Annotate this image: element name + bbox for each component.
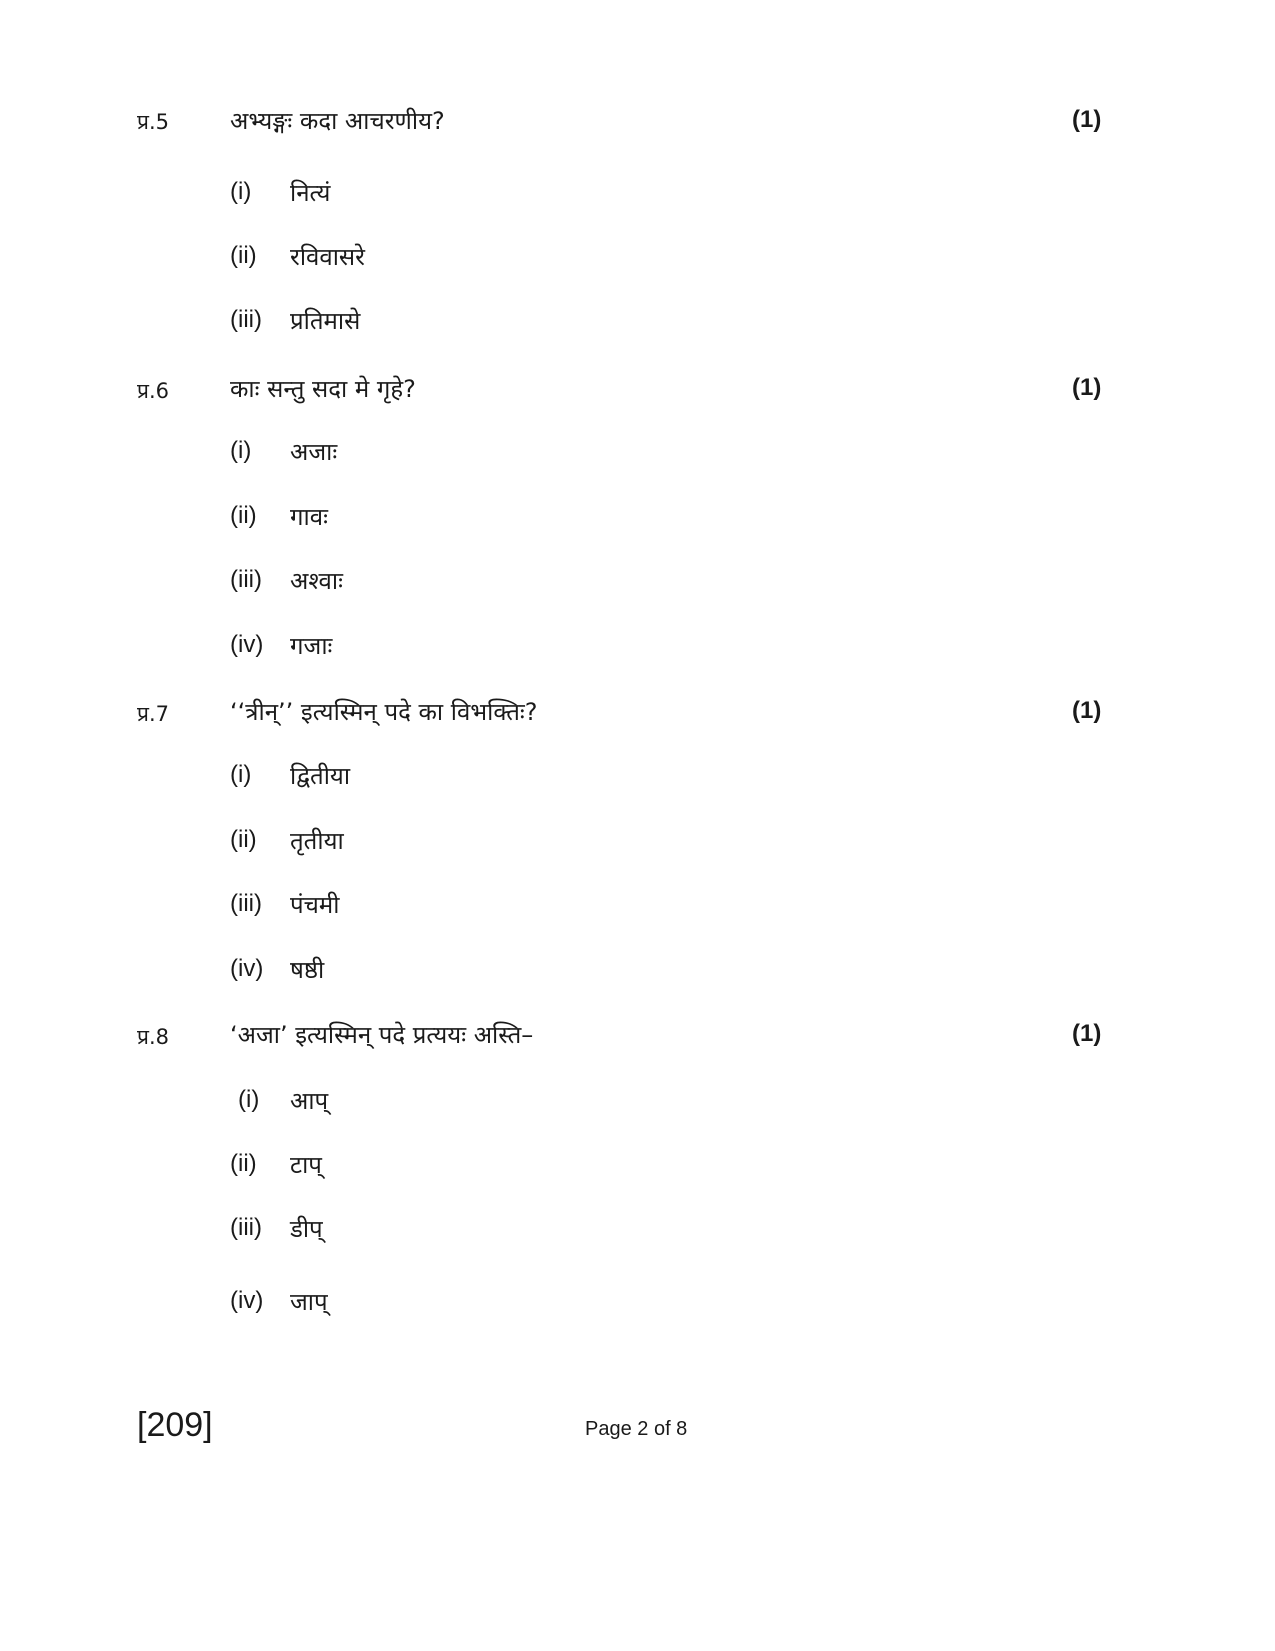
option-label: (i): [230, 178, 252, 205]
option-label: (iv): [230, 955, 264, 982]
question-marks: (1): [1072, 106, 1102, 133]
question-marks: (1): [1072, 697, 1102, 724]
option-text: टाप्: [290, 1151, 322, 1179]
question-text: ‘‘त्रीन्’’ इत्यस्मिन् पदे का विभक्तिः?: [230, 698, 538, 726]
option-label: (iv): [230, 1287, 264, 1314]
option-label: (i): [230, 437, 252, 464]
question-text: काः सन्तु सदा मे गृहे?: [230, 375, 416, 403]
option-label: (iii): [230, 890, 262, 917]
option-text: नित्यं: [290, 179, 331, 207]
option-label: (ii): [230, 502, 257, 529]
option-text: तृतीया: [290, 827, 344, 855]
option-text: रविवासरे: [290, 243, 365, 271]
question-number: प्र.8: [137, 1025, 169, 1049]
option-label: (ii): [230, 826, 257, 853]
option-text: प्रतिमासे: [290, 307, 361, 335]
option-text: अजाः: [290, 438, 338, 466]
question-marks: (1): [1072, 374, 1102, 401]
question-number: प्र.7: [137, 702, 169, 726]
option-label: (iii): [230, 566, 262, 593]
question-text: अभ्यङ्गः कदा आचरणीय?: [230, 107, 445, 135]
question-number: प्र.6: [137, 379, 169, 403]
page-number: Page 2 of 8: [585, 1418, 688, 1440]
option-text: षष्ठी: [290, 956, 325, 984]
option-label: (iv): [230, 631, 264, 658]
option-text: गावः: [290, 503, 328, 531]
option-text: डीप्: [290, 1215, 323, 1243]
option-label: (iii): [230, 1214, 262, 1241]
option-label: (ii): [230, 242, 257, 269]
option-text: पंचमी: [290, 891, 340, 919]
option-label: (i): [230, 761, 252, 788]
option-text: गजाः: [290, 632, 333, 660]
option-text: अश्वाः: [290, 567, 343, 595]
question-marks: (1): [1072, 1020, 1102, 1047]
option-text: आप्: [290, 1087, 329, 1115]
question-number: प्र.5: [137, 110, 169, 134]
paper-code: [209]: [137, 1406, 213, 1444]
option-text: जाप्: [290, 1288, 328, 1316]
option-label: (i): [238, 1086, 260, 1113]
option-text: द्वितीया: [290, 762, 351, 790]
question-text: ‘अजा’ इत्यस्मिन् पदे प्रत्ययः अस्ति–: [230, 1021, 534, 1049]
option-label: (ii): [230, 1150, 257, 1177]
option-label: (iii): [230, 306, 262, 333]
